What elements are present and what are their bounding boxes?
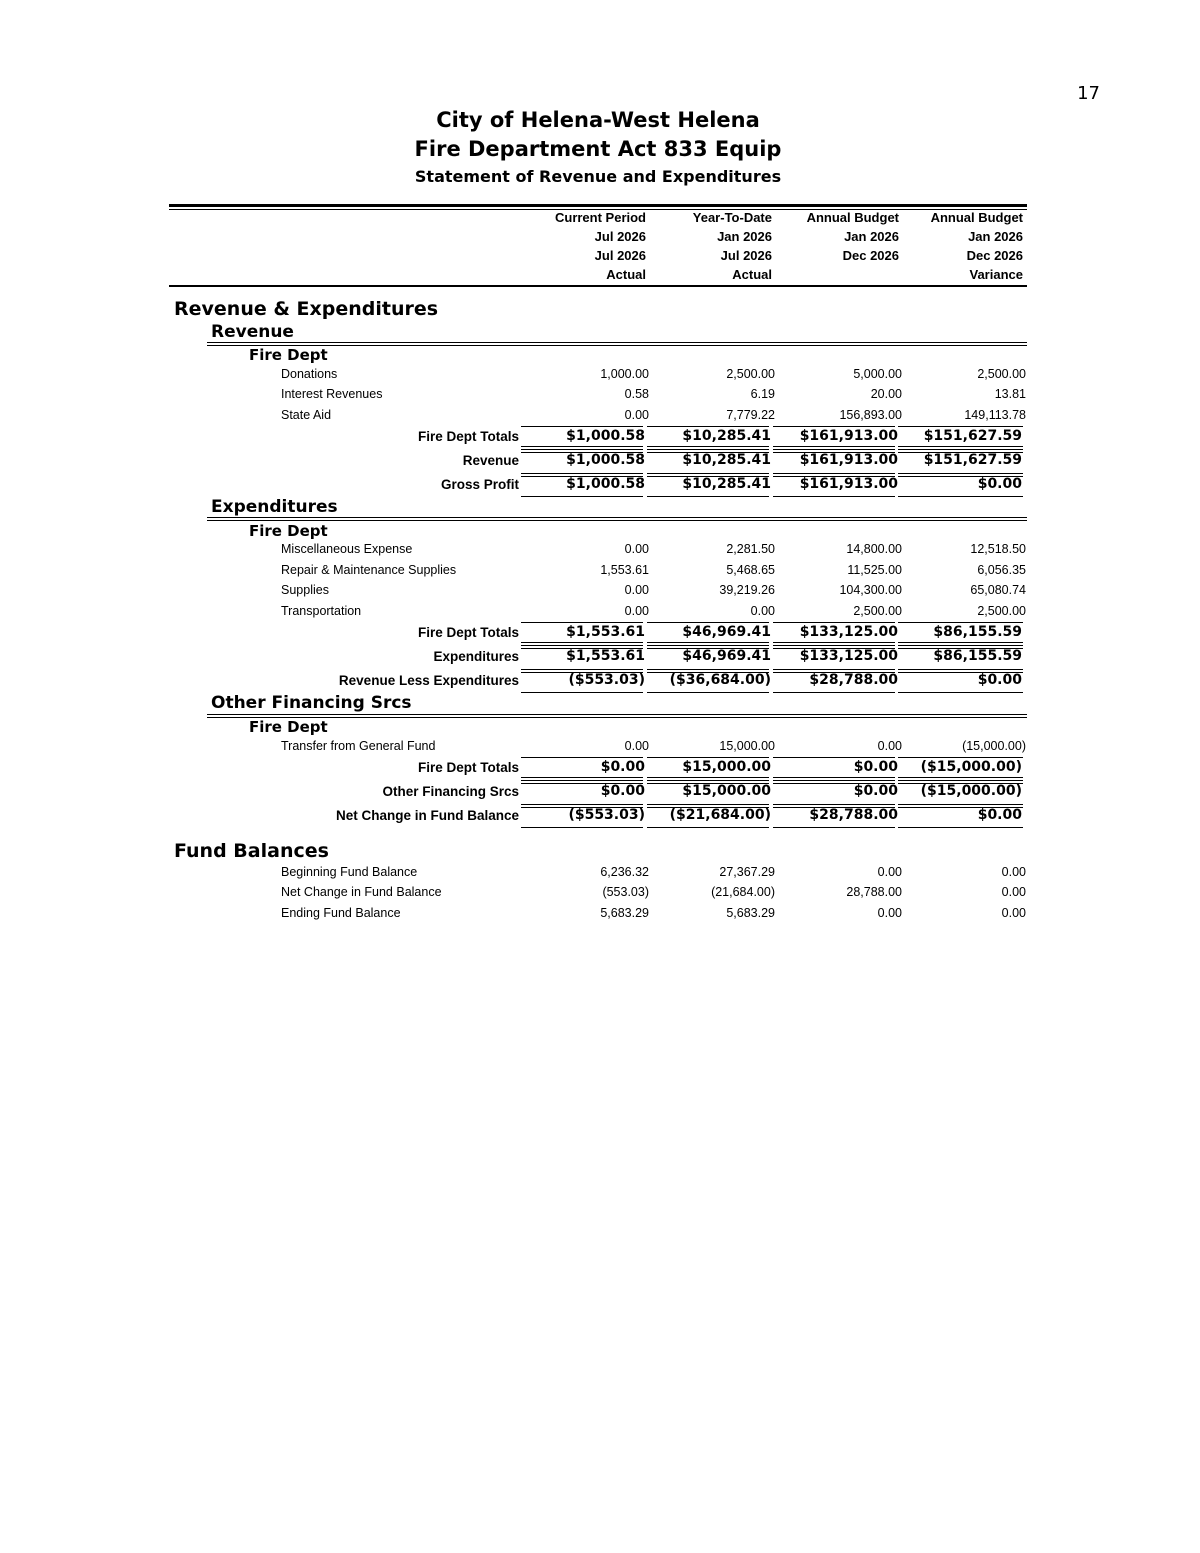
total-rule	[647, 648, 769, 649]
line-item-value: 2,500.00	[977, 367, 1026, 381]
total-rule	[773, 426, 895, 427]
section-fire-dept: Fire Dept	[249, 346, 328, 364]
column-header-variance: Annual Budget Jan 2026 Dec 2026 Variance	[930, 210, 1023, 282]
line-item-value: 0.58	[624, 387, 649, 401]
total-value: ($553.03)	[568, 807, 645, 823]
line-item-value: 0.00	[624, 604, 649, 618]
line-item-value: 14,800.00	[846, 542, 902, 556]
total-rule	[773, 473, 895, 474]
total-rule	[647, 642, 769, 643]
line-item-value: 104,300.00	[839, 583, 902, 597]
total-rule	[647, 473, 769, 474]
line-item-value: 28,788.00	[846, 885, 902, 899]
line-item-value: 13.81	[994, 387, 1026, 401]
total-value: $15,000.00	[682, 759, 771, 775]
line-item-label: Transportation	[281, 604, 362, 618]
total-value: $46,969.41	[682, 624, 771, 640]
section-fire-dept: Fire Dept	[249, 522, 328, 540]
total-rule	[898, 642, 1023, 643]
line-item-label: Miscellaneous Expense	[281, 542, 413, 556]
line-item-value: 0.00	[877, 906, 902, 920]
total-value: $0.00	[977, 672, 1022, 688]
total-rule	[773, 496, 895, 497]
total-value: $161,913.00	[799, 452, 898, 468]
totals-label: Expenditures	[433, 649, 519, 664]
total-rule	[521, 807, 643, 808]
line-item-value: 5,468.65	[726, 563, 775, 577]
total-value: $0.00	[853, 783, 898, 799]
total-value: $1,000.58	[566, 452, 645, 468]
line-item-value: 39,219.26	[719, 583, 775, 597]
total-rule	[898, 780, 1023, 781]
total-rule	[521, 757, 643, 758]
line-item-value: 156,893.00	[839, 408, 902, 422]
line-item-label: Interest Revenues	[281, 387, 383, 401]
total-value: $46,969.41	[682, 648, 771, 664]
total-value: $0.00	[600, 759, 645, 775]
section-revenue-expenditures: Revenue & Expenditures	[174, 298, 439, 320]
total-rule	[898, 645, 1023, 646]
total-rule	[647, 757, 769, 758]
total-value: $28,788.00	[809, 807, 898, 823]
total-rule	[898, 783, 1023, 784]
section-revenue: Revenue	[211, 322, 294, 342]
total-value: $151,627.59	[923, 452, 1022, 468]
total-rule	[773, 827, 895, 828]
total-rule	[521, 446, 643, 447]
total-value: $28,788.00	[809, 672, 898, 688]
total-rule	[521, 648, 643, 649]
other-financing-rule-2	[207, 717, 1027, 718]
report-fund-title: Fire Department Act 833 Equip	[414, 137, 782, 161]
other-financing-rule	[207, 714, 1027, 715]
totals-label: Net Change in Fund Balance	[335, 808, 519, 823]
total-rule	[773, 757, 895, 758]
line-item-value: 65,080.74	[970, 583, 1026, 597]
total-value: $133,125.00	[799, 624, 898, 640]
total-rule	[898, 777, 1023, 778]
column-header-ytd: Year-To-Date Jan 2026 Jul 2026 Actual	[692, 210, 772, 282]
total-value: $0.00	[853, 759, 898, 775]
total-rule	[898, 757, 1023, 758]
line-item-value: (553.03)	[602, 885, 649, 899]
line-item-value: 5,683.29	[726, 906, 775, 920]
total-value: $1,553.61	[566, 624, 645, 640]
total-value: $10,285.41	[682, 428, 771, 444]
total-rule	[521, 476, 643, 477]
total-rule	[773, 692, 895, 693]
total-rule	[521, 622, 643, 623]
total-rule	[647, 645, 769, 646]
totals-label: Revenue Less Expenditures	[338, 673, 519, 688]
total-value: $1,000.58	[566, 476, 645, 492]
total-value: $0.00	[977, 476, 1022, 492]
line-item-value: 6,236.32	[600, 865, 649, 879]
section-fire-dept: Fire Dept	[249, 718, 328, 736]
total-value: $1,553.61	[566, 648, 645, 664]
total-rule	[521, 672, 643, 673]
total-value: ($15,000.00)	[920, 759, 1022, 775]
total-rule	[773, 804, 895, 805]
total-rule	[647, 476, 769, 477]
total-rule	[647, 669, 769, 670]
line-item-value: 149,113.78	[964, 408, 1026, 422]
line-item-value: 11,525.00	[847, 563, 902, 577]
line-item-value: 2,500.00	[853, 604, 902, 618]
total-value: $15,000.00	[682, 783, 771, 799]
total-rule	[647, 452, 769, 453]
total-rule	[647, 804, 769, 805]
total-rule	[521, 669, 643, 670]
total-rule	[647, 777, 769, 778]
expenditures-rule	[207, 517, 1027, 518]
line-item-value: 0.00	[624, 583, 649, 597]
total-rule	[647, 496, 769, 497]
line-item-value: 0.00	[624, 739, 649, 753]
total-rule	[898, 452, 1023, 453]
total-rule	[521, 426, 643, 427]
total-rule	[898, 672, 1023, 673]
total-rule	[898, 426, 1023, 427]
line-item-value: (15,000.00)	[962, 739, 1026, 753]
total-rule	[521, 449, 643, 450]
total-rule	[773, 449, 895, 450]
total-rule	[773, 672, 895, 673]
total-rule	[898, 804, 1023, 805]
total-value: $86,155.59	[933, 624, 1022, 640]
total-value: ($36,684.00)	[669, 672, 771, 688]
column-header-current-period: Current Period Jul 2026 Jul 2026 Actual	[554, 210, 646, 282]
line-item-value: 12,518.50	[970, 542, 1026, 556]
total-rule	[773, 780, 895, 781]
total-rule	[521, 777, 643, 778]
total-rule	[773, 452, 895, 453]
total-rule	[773, 777, 895, 778]
revenue-rule-2	[207, 345, 1027, 346]
header-rule	[169, 285, 1027, 287]
line-item-value: (21,684.00)	[711, 885, 775, 899]
report-statement-title: Statement of Revenue and Expenditures	[414, 167, 782, 186]
line-item-value: 2,500.00	[726, 367, 775, 381]
total-rule	[898, 669, 1023, 670]
total-rule	[773, 642, 895, 643]
page-number: 17	[1077, 83, 1100, 104]
total-rule	[898, 622, 1023, 623]
top-rule	[169, 204, 1027, 207]
total-rule	[898, 827, 1023, 828]
total-rule	[647, 446, 769, 447]
totals-label: Fire Dept Totals	[417, 625, 519, 640]
total-rule	[898, 692, 1023, 693]
line-item-label: Repair & Maintenance Supplies	[281, 563, 457, 577]
total-rule	[898, 496, 1023, 497]
line-item-label: Ending Fund Balance	[281, 906, 401, 920]
totals-label: Other Financing Srcs	[382, 784, 519, 799]
line-item-value: 20.00	[870, 387, 902, 401]
total-value: $161,913.00	[799, 428, 898, 444]
totals-label: Gross Profit	[440, 477, 519, 492]
line-item-value: 2,500.00	[977, 604, 1026, 618]
total-rule	[773, 783, 895, 784]
total-rule	[898, 449, 1023, 450]
section-fund-balances: Fund Balances	[174, 840, 329, 862]
total-rule	[521, 827, 643, 828]
column-header-annual-budget: Annual Budget Jan 2026 Dec 2026	[806, 210, 899, 263]
revenue-rule	[207, 342, 1027, 343]
line-item-value: 5,683.29	[600, 906, 649, 920]
line-item-label: Net Change in Fund Balance	[281, 885, 442, 899]
line-item-value: 2,281.50	[726, 542, 775, 556]
line-item-label: Beginning Fund Balance	[281, 865, 418, 879]
line-item-value: 1,000.00	[600, 367, 649, 381]
total-rule	[647, 780, 769, 781]
line-item-value: 5,000.00	[853, 367, 902, 381]
total-value: $151,627.59	[923, 428, 1022, 444]
total-rule	[647, 449, 769, 450]
total-value: $86,155.59	[933, 648, 1022, 664]
total-rule	[521, 804, 643, 805]
total-value: $0.00	[977, 807, 1022, 823]
total-rule	[521, 496, 643, 497]
total-value: $10,285.41	[682, 476, 771, 492]
line-item-value: 0.00	[624, 542, 649, 556]
report-entity-title: City of Helena-West Helena	[436, 108, 760, 132]
line-item-value: 15,000.00	[719, 739, 775, 753]
line-item-value: 1,553.61	[600, 563, 649, 577]
totals-label: Fire Dept Totals	[417, 760, 519, 775]
total-value: $10,285.41	[682, 452, 771, 468]
total-value: ($553.03)	[568, 672, 645, 688]
line-item-value: 7,779.22	[726, 408, 775, 422]
section-other-financing: Other Financing Srcs	[211, 693, 412, 713]
total-rule	[647, 807, 769, 808]
total-rule	[898, 446, 1023, 447]
total-value: $161,913.00	[799, 476, 898, 492]
total-rule	[773, 476, 895, 477]
line-item-label: Transfer from General Fund	[281, 739, 436, 753]
line-item-label: Supplies	[281, 583, 329, 597]
line-item-label: Donations	[281, 367, 338, 381]
total-rule	[647, 622, 769, 623]
total-value: ($15,000.00)	[920, 783, 1022, 799]
total-rule	[647, 692, 769, 693]
total-rule	[898, 807, 1023, 808]
total-rule	[898, 473, 1023, 474]
line-item-value: 27,367.29	[719, 865, 775, 879]
line-item-label: State Aid	[281, 408, 332, 422]
total-rule	[898, 476, 1023, 477]
total-rule	[521, 780, 643, 781]
section-expenditures: Expenditures	[211, 497, 338, 517]
total-value: $0.00	[600, 783, 645, 799]
total-rule	[773, 622, 895, 623]
line-item-value: 0.00	[1001, 906, 1026, 920]
total-rule	[647, 672, 769, 673]
total-rule	[521, 473, 643, 474]
totals-label: Fire Dept Totals	[417, 429, 519, 444]
total-rule	[521, 645, 643, 646]
line-item-value: 0.00	[624, 408, 649, 422]
line-item-value: 0.00	[1001, 865, 1026, 879]
total-value: $133,125.00	[799, 648, 898, 664]
total-rule	[773, 807, 895, 808]
line-item-value: 0.00	[877, 865, 902, 879]
total-rule	[521, 452, 643, 453]
total-rule	[773, 645, 895, 646]
line-item-value: 0.00	[1001, 885, 1026, 899]
total-rule	[773, 446, 895, 447]
total-rule	[773, 648, 895, 649]
total-rule	[521, 783, 643, 784]
total-rule	[647, 827, 769, 828]
line-item-value: 0.00	[750, 604, 775, 618]
line-item-value: 6,056.35	[977, 563, 1026, 577]
total-rule	[647, 783, 769, 784]
line-item-value: 0.00	[877, 739, 902, 753]
line-item-value: 6.19	[750, 387, 775, 401]
total-rule	[521, 692, 643, 693]
expenditures-rule-2	[207, 520, 1027, 521]
total-rule	[647, 426, 769, 427]
total-rule	[521, 642, 643, 643]
total-rule	[773, 669, 895, 670]
totals-label: Revenue	[462, 453, 519, 468]
total-rule	[898, 648, 1023, 649]
total-value: ($21,684.00)	[669, 807, 771, 823]
total-value: $1,000.58	[566, 428, 645, 444]
